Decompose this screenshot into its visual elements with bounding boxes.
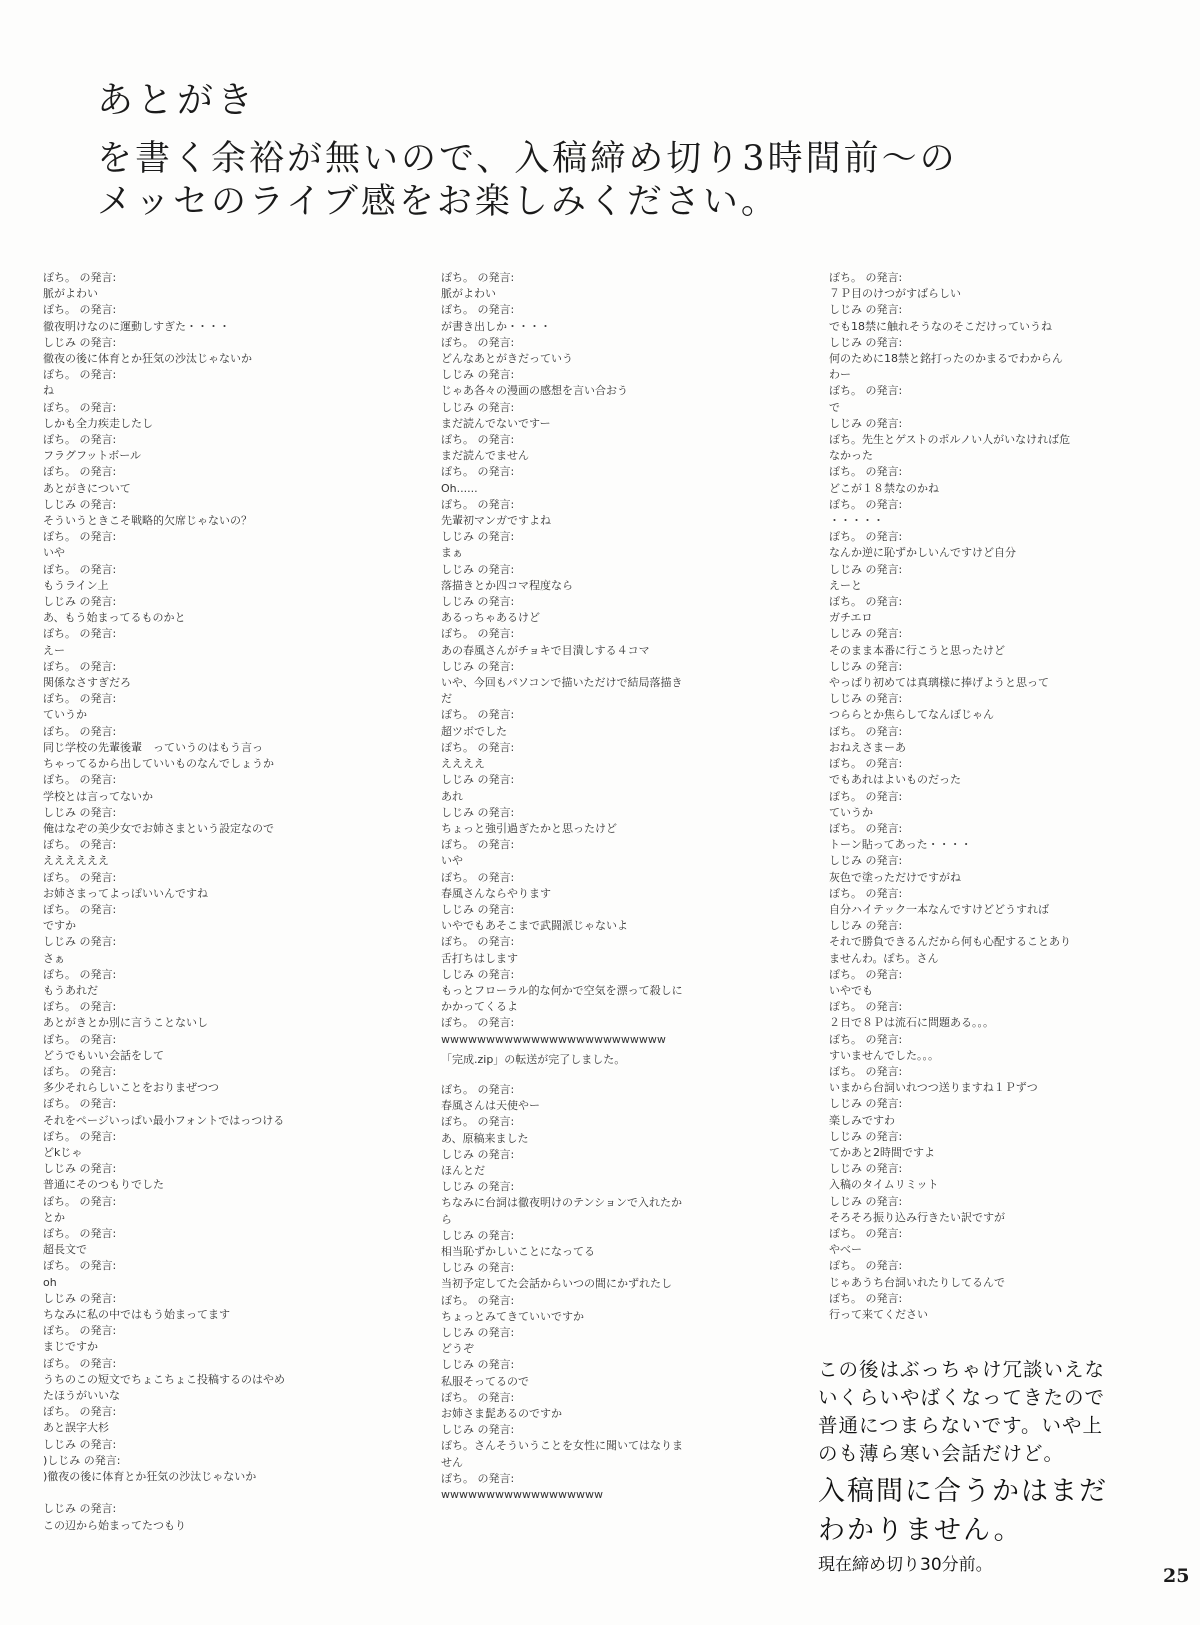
- chat-line: ぽち。 の発言:: [43, 692, 117, 706]
- chat-line: )しじみ の発言:: [43, 1453, 121, 1467]
- chat-line: なかった: [829, 449, 873, 463]
- chat-line: どkじゃ: [43, 1145, 83, 1159]
- chat-line: まだ読んでないですー: [441, 416, 551, 430]
- chat-line: しじみ の発言:: [829, 1097, 903, 1111]
- chat-line: ぽち。 の発言:: [829, 724, 903, 738]
- chat-line: しじみ の発言:: [441, 1180, 515, 1194]
- chat-line: まだ読んでません: [441, 449, 529, 463]
- chat-line: ぽち。 の発言:: [441, 870, 515, 884]
- chat-line: しかも全力疾走したし: [43, 416, 153, 430]
- chat-line: ぽち。 の発言:: [441, 708, 515, 722]
- chat-line: あとがきとか別に言うことないし: [43, 1016, 208, 1030]
- chat-line: 同じ学校の先輩後輩 っていうのはもう言っ: [43, 740, 263, 754]
- chat-line: あるっちゃあるけど: [441, 611, 540, 625]
- chat-line: どうでもいい会話をして: [43, 1048, 164, 1062]
- chat-line: しじみ の発言:: [43, 805, 117, 819]
- chat-line: やべー: [829, 1243, 862, 1257]
- chat-line: やっぱり初めては真璃様に捧げようと思って: [829, 676, 1049, 690]
- chat-line: 学校とは言ってないか: [43, 789, 153, 803]
- chat-line: 当初予定してた会話からいつの間にかずれたし: [441, 1277, 672, 1291]
- chat-line: えー: [43, 643, 65, 657]
- chat-line: いや: [441, 854, 463, 868]
- chat-line: しじみ の発言:: [43, 497, 117, 511]
- chat-line: 多少それらしいことをおりまぜつつ: [43, 1081, 219, 1095]
- chat-line: 徹夜明けなのに運動しすぎた・・・・: [43, 319, 230, 333]
- chat-line: しじみ の発言:: [441, 1147, 515, 1161]
- chat-line: ぽち。 の発言:: [829, 1032, 903, 1046]
- chat-line: で: [829, 400, 840, 414]
- chat-line: しじみ の発言:: [43, 1502, 117, 1516]
- chat-line: ぽち。 の発言:: [43, 1194, 117, 1208]
- note-line: いくらいやばくなってきたので: [818, 1386, 1106, 1409]
- chat-line: すいませんでした。。。: [829, 1048, 939, 1062]
- chat-line: それをページいっぱい最小フォントではっつける: [43, 1113, 285, 1127]
- chat-line: しじみ の発言:: [829, 627, 903, 641]
- chat-line: ていうか: [829, 805, 873, 819]
- chat-log-block: [441, 270, 791, 1048]
- chat-line: しじみ の発言:: [441, 530, 515, 544]
- chat-line: しじみ の発言:: [829, 854, 903, 868]
- chat-line: oh: [43, 1275, 57, 1289]
- chat-line: なんか逆に恥ずかしいんですけど自分: [829, 546, 1016, 560]
- chat-line: ぽち。 の発言:: [43, 773, 117, 787]
- chat-line: しじみ の発言:: [829, 659, 903, 673]
- chat-line: トーン貼ってあった・・・・: [829, 838, 972, 852]
- chat-line: 徹夜の後に体育とか狂気の沙汰じゃないか: [43, 352, 252, 366]
- chat-line: つららとか焦らしてなんぼじゃん: [829, 708, 994, 722]
- chat-line: ぽち。 の発言:: [829, 465, 903, 479]
- chat-line: ぽち。 の発言:: [43, 870, 117, 884]
- chat-line: あ、もう始まってるものかと: [43, 611, 186, 625]
- chat-line: いやでもあそこまで武闘派じゃないよ: [441, 919, 628, 933]
- chat-line: ぽち。 の発言:: [441, 627, 515, 641]
- chat-line: ぽち。 の発言:: [829, 967, 903, 981]
- chat-line: ぽち。 の発言:: [829, 886, 903, 900]
- chat-line: ぽち。 の発言:: [43, 1097, 117, 1111]
- chat-line: wwwwwwwwwwwwwwwwww: [441, 1488, 603, 1502]
- chat-line: どこが１８禁なのかね: [829, 481, 939, 495]
- chat-line: ぽち。 の発言:: [829, 271, 903, 284]
- chat-line: ぽち。 の発言:: [43, 659, 117, 673]
- subtitle: [97, 138, 1097, 224]
- chat-line: しじみ の発言:: [441, 1326, 515, 1339]
- chat-line: えーと: [829, 578, 862, 592]
- chat-line: てかあと2時間ですよ: [829, 1145, 935, 1159]
- chat-line: ぽち。 の発言:: [43, 562, 117, 576]
- chat-line: しじみ の発言:: [43, 935, 117, 949]
- chat-line: ええええええ: [43, 854, 109, 868]
- chat-line: 行って来てください: [829, 1308, 928, 1321]
- chat-line: ね: [43, 384, 54, 398]
- chat-line: ちょっとみてきていいですか: [441, 1309, 584, 1323]
- chat-line: しじみ の発言:: [441, 902, 515, 916]
- chat-line: ぽち。 の発言:: [829, 530, 903, 544]
- chat-line: ぽち。 の発言:: [829, 1226, 903, 1240]
- chat-line: ぽち。 の発言:: [43, 1000, 117, 1014]
- chat-line: しじみ の発言:: [829, 692, 903, 706]
- chat-line: しじみ の発言:: [829, 1162, 903, 1176]
- chat-line: ぽち。 の発言:: [829, 1291, 903, 1305]
- subtitle-line: メッセのライブ感をお楽しみください。: [97, 182, 779, 222]
- chat-line: しじみ の発言:: [43, 335, 117, 349]
- chat-line: しじみ の発言:: [441, 1423, 515, 1437]
- chat-line: しじみ の発言:: [441, 1228, 515, 1242]
- author-note: [818, 1356, 1168, 1578]
- chat-line: 自分ハイテック一本なんですけどどうすれば: [829, 902, 1049, 916]
- chat-line: ２日で８Ｐは流石に問題ある。。。: [829, 1016, 994, 1030]
- chat-line: しじみ の発言:: [829, 335, 903, 349]
- chat-line: さぁ: [43, 951, 65, 965]
- chat-line: 普通にそのつもりでした: [43, 1178, 164, 1192]
- chat-line: ぽち。 の発言:: [441, 1082, 515, 1096]
- note-emphasis-line: 入稿間に合うかはまだ: [818, 1476, 1108, 1507]
- chat-line: まぁ: [441, 546, 463, 560]
- chat-line: ぽち。 の発言:: [43, 967, 117, 981]
- chat-line: ちなみに私の中ではもう始まってます: [43, 1308, 230, 1321]
- chat-line: 相当恥ずかしいことになってる: [441, 1244, 595, 1258]
- chat-line: ぽち。 の発言:: [441, 465, 515, 479]
- chat-line: しじみ の発言:: [441, 368, 515, 382]
- chat-line: ぽち。さんそういうことを女性に聞いてはなりま: [441, 1439, 683, 1453]
- chat-line: ていうか: [43, 708, 87, 722]
- chat-line: しじみ の発言:: [43, 1291, 117, 1305]
- chat-line: [43, 1485, 393, 1501]
- chat-line: ぽち。 の発言:: [43, 368, 117, 382]
- chat-line: この辺から始まってたつもり: [43, 1518, 186, 1532]
- chat-line: いや: [43, 546, 65, 560]
- chat-line: ぽち。 の発言:: [441, 1016, 515, 1030]
- chat-line: 灰色で塗っただけですがね: [829, 870, 961, 884]
- note-line: 普通につまらないです。いや上: [818, 1414, 1104, 1437]
- chat-line: ぽち。 の発言:: [43, 1032, 117, 1046]
- chat-line: が書き出しか・・・・: [441, 319, 551, 333]
- chat-line: ぽち。 の発言:: [829, 497, 903, 511]
- chat-line: それで勝負できるんだから何も心配することあり: [829, 935, 1071, 949]
- chat-line: ぽち。 の発言:: [43, 724, 117, 738]
- chat-line: Oh......: [441, 481, 478, 495]
- chat-line: だ: [441, 692, 452, 706]
- page-title: あとがき: [97, 80, 258, 121]
- chat-line: ぽち。 の発言:: [829, 384, 903, 398]
- chat-line: しじみ の発言:: [829, 1129, 903, 1143]
- chat-line: あの春風さんがチョキで目潰しする４コマ: [441, 643, 650, 657]
- chat-line: ぽち。 の発言:: [441, 935, 515, 949]
- chat-line: 入稿のタイムリミット: [829, 1178, 939, 1192]
- chat-line: 超ツボでした: [441, 724, 507, 738]
- chat-line: ぽち。 の発言:: [441, 1115, 515, 1129]
- chat-line: そのまま本番に行こうと思ったけど: [829, 643, 1005, 657]
- chat-line: ぽち。 の発言:: [829, 757, 903, 771]
- chat-line: 先輩初マンガですよね: [441, 514, 551, 528]
- chat-line: ちなみに台詞は徹夜明けのテンションで入れたか: [441, 1196, 682, 1210]
- chat-line: ら: [441, 1212, 452, 1226]
- chat-line: ぽち。 の発言:: [829, 1064, 903, 1078]
- chat-line: ほんとだ: [441, 1163, 485, 1177]
- chat-line: ませんわ。ぽち。さん: [829, 951, 939, 965]
- chat-line: どうぞ: [441, 1342, 474, 1356]
- chat-line: あとがきについて: [43, 481, 131, 495]
- chat-line: 関係なさすぎだろ: [43, 676, 131, 690]
- chat-line: しじみ の発言:: [829, 919, 903, 933]
- chat-line: お姉さまってよっぽいいんですね: [43, 886, 208, 900]
- chat-line: ぽち。 の発言:: [43, 1356, 117, 1370]
- chat-line: しじみ の発言:: [441, 1261, 515, 1275]
- chat-line: 脈がよわい: [43, 287, 98, 301]
- chat-line: でもあれはよいものだった: [829, 773, 961, 787]
- chat-line: 春風さんならやります: [441, 886, 551, 900]
- chat-line: ぽち。 の発言:: [43, 1324, 117, 1338]
- chat-line: 何のために18禁と銘打ったのかまるでわからん: [829, 352, 1063, 366]
- chat-line: ぽち。 の発言:: [441, 497, 515, 511]
- chat-line: しじみ の発言:: [441, 659, 515, 673]
- chat-line: ぽち。 の発言:: [43, 303, 117, 317]
- note-line: この後はぶっちゃけ冗談いえな: [818, 1358, 1106, 1381]
- chat-line: ぽち。 の発言:: [829, 821, 903, 835]
- chat-line: 私服そってるので: [441, 1374, 529, 1388]
- chat-log-block: [441, 1082, 791, 1503]
- chat-line: あれ: [441, 789, 463, 803]
- chat-line: ぽち。 の発言:: [441, 433, 515, 447]
- chat-log-column-3: [829, 270, 1179, 1323]
- chat-line: しじみ の発言:: [441, 967, 515, 981]
- chat-line: ぽち。 の発言:: [43, 530, 117, 544]
- chat-line: でも18禁に触れそうなのそこだけっていうね: [829, 319, 1052, 333]
- chat-line: まじですか: [43, 1340, 98, 1354]
- chat-line: ぽち。 の発言:: [441, 1471, 515, 1485]
- chat-line: 俺はなぞの美少女でお姉さまという設定なので: [43, 821, 274, 835]
- chat-line: ぽち。 の発言:: [441, 303, 515, 317]
- chat-line: ぽち。 の発言:: [43, 1405, 117, 1419]
- chat-line: 落描きとか四コマ程度なら: [441, 578, 573, 592]
- chat-line: じゃあうち台詞いれたりしてるんで: [829, 1275, 1005, 1289]
- chat-line: wwwwwwwwwwwwwwwwwwwwwwwww: [441, 1032, 666, 1046]
- chat-line: 楽しみですわ: [829, 1113, 895, 1127]
- chat-line: しじみ の発言:: [441, 400, 515, 414]
- chat-line: いまから台詞いれつつ送りますね１Ｐずつ: [829, 1081, 1038, 1095]
- chat-line: せん: [441, 1455, 463, 1469]
- chat-line: ぽち。 の発言:: [441, 335, 515, 349]
- chat-line: しじみ の発言:: [441, 773, 515, 787]
- chat-line: そういうときこそ戦略的欠席じゃないの？: [43, 514, 252, 528]
- chat-line: 舌打ちはします: [441, 951, 518, 965]
- chat-line: ぽち。 の発言:: [829, 1000, 903, 1014]
- chat-line: ぽち。 の発言:: [441, 740, 515, 754]
- chat-line: おねえさまーあ: [829, 740, 906, 754]
- chat-line: フラグフットボール: [43, 449, 142, 463]
- page-number: 25: [1163, 1565, 1190, 1587]
- chat-line: しじみ の発言:: [829, 562, 903, 576]
- chat-line: ぽち。 の発言:: [441, 1293, 515, 1307]
- chat-line: ぽち。 の発言:: [43, 271, 117, 284]
- chat-line: ぽち。 の発言:: [441, 1390, 515, 1404]
- chat-line: しじみ の発言:: [43, 1162, 117, 1176]
- note-line: のも薄ら寒い会話だけど。: [818, 1442, 1065, 1465]
- chat-line: しじみ の発言:: [441, 805, 515, 819]
- chat-line: ぽち。 の発言:: [829, 1259, 903, 1273]
- chat-line: ぽち。 の発言:: [829, 789, 903, 803]
- chat-line: わー: [829, 368, 851, 382]
- chat-line: うちのこの短文でちょこちょこ投稿するのはやめ: [43, 1372, 285, 1386]
- subtitle-line: を書く余裕が無いので、入稿締め切り3時間前〜の: [97, 139, 958, 179]
- chat-line: ぽち。 の発言:: [43, 433, 117, 447]
- chat-line: とか: [43, 1210, 65, 1224]
- chat-line: お姉さま髭あるのですか: [441, 1407, 562, 1421]
- chat-line: ぽち。 の発言:: [441, 271, 515, 284]
- chat-line: ぽち。 の発言:: [43, 1129, 117, 1143]
- chat-line: しじみ の発言:: [441, 1358, 515, 1372]
- chat-line: しじみ の発言:: [441, 562, 515, 576]
- note-deadline: 現在締め切り30分前。: [818, 1555, 993, 1575]
- chat-line: そろそろ振り込み行きたい訳ですが: [829, 1210, 1005, 1224]
- chat-log-column-1: [43, 270, 393, 1534]
- chat-line: ええええ: [441, 757, 485, 771]
- chat-line: もうあれだ: [43, 983, 98, 997]
- chat-line: 超長文で: [43, 1243, 87, 1257]
- chat-line: ７Ｐ目のけつがすばらしい: [829, 287, 961, 301]
- chat-line: どんなあとがきだっていう: [441, 352, 573, 366]
- chat-line: あ、原稿来ました: [441, 1131, 529, 1145]
- chat-line: しじみ の発言:: [829, 1194, 903, 1208]
- chat-line: ぽち。 の発言:: [43, 465, 117, 479]
- chat-line: ちょっと強引過ぎたかと思ったけど: [441, 821, 617, 835]
- chat-line: しじみ の発言:: [441, 595, 515, 609]
- chat-line: ぽち。 の発言:: [43, 1226, 117, 1240]
- chat-line: ぽち。 の発言:: [43, 627, 117, 641]
- chat-line: ・・・・・: [829, 514, 884, 528]
- chat-line: ぽち。先生とゲストのポルノい人がいなければ危: [829, 433, 1071, 447]
- chat-line: しじみ の発言:: [43, 595, 117, 609]
- chat-line: たほうがいいな: [43, 1389, 120, 1403]
- chat-line: ぽち。 の発言:: [441, 838, 515, 852]
- chat-line: もっとフローラル的な何かで空気を漂って殺しに: [441, 983, 683, 997]
- chat-line: ぽち。 の発言:: [829, 595, 903, 609]
- note-emphasis-line: わかりません。: [818, 1515, 1023, 1546]
- chat-line: ぽち。 の発言:: [43, 838, 117, 852]
- chat-line: ですか: [43, 919, 76, 933]
- chat-line: しじみ の発言:: [829, 416, 903, 430]
- chat-line: ぽち。 の発言:: [43, 400, 117, 414]
- chat-line: もうライン上: [43, 578, 109, 592]
- chat-line: いやでも: [829, 983, 873, 997]
- chat-line: ぽち。 の発言:: [43, 1259, 117, 1273]
- chat-line: 脈がよわい: [441, 287, 496, 301]
- transfer-notice: 「完成.zip」の転送が完了しました。: [441, 1052, 626, 1066]
- chat-log-column-2: [441, 270, 791, 1503]
- chat-line: しじみ の発言:: [829, 303, 903, 317]
- chat-line: ぽち。 の発言:: [43, 902, 117, 916]
- chat-line: いや、今回もパソコンで描いただけで結局落描き: [441, 676, 683, 690]
- chat-line: ぽち。 の発言:: [43, 1064, 117, 1078]
- chat-line: )徹夜の後に体育とか狂気の沙汰じゃないか: [43, 1470, 257, 1484]
- chat-line: あと誤字大杉: [43, 1421, 109, 1435]
- chat-line: かかってくるよ: [441, 1000, 518, 1014]
- chat-line: ちゃってるから出していいものなんでしょうか: [43, 757, 274, 771]
- chat-line: しじみ の発言:: [43, 1437, 117, 1451]
- chat-line: ガチエロ: [829, 611, 873, 625]
- chat-line: 春風さんは天使やー: [441, 1099, 540, 1113]
- chat-line: じゃあ各々の漫画の感想を言い合おう: [441, 384, 628, 398]
